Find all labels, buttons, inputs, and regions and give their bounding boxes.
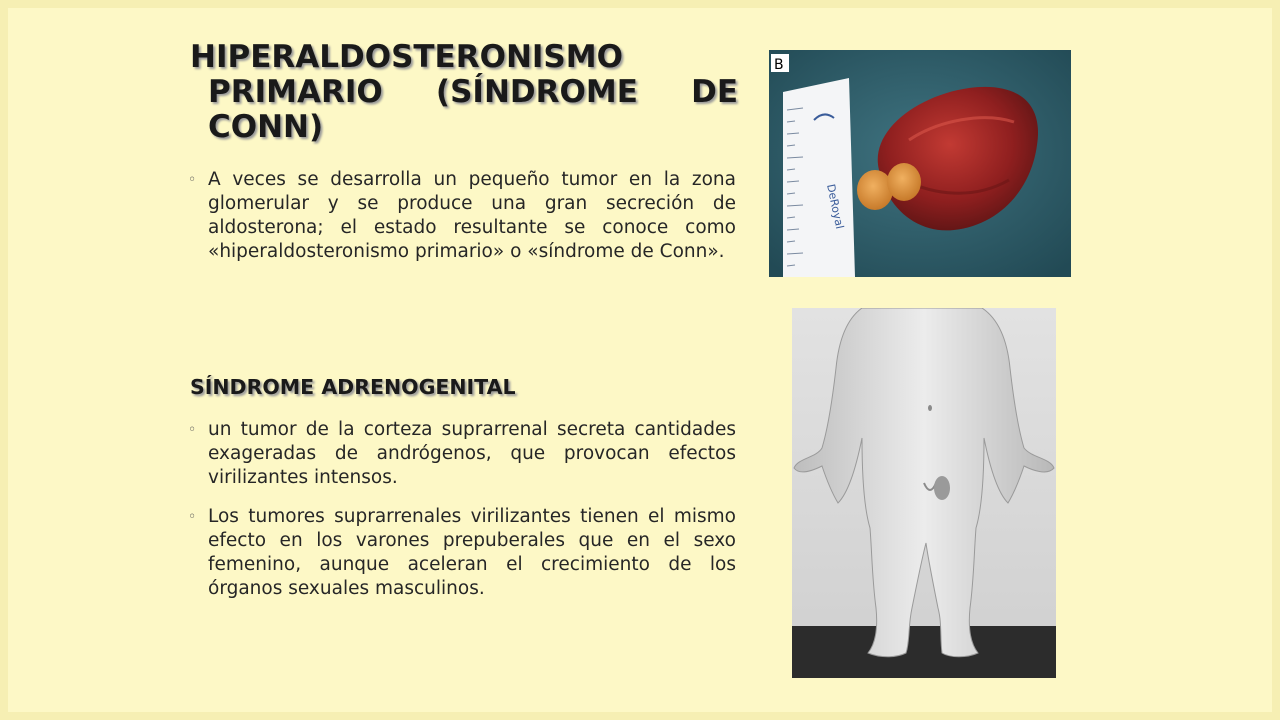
panel-label: B (774, 57, 784, 73)
paragraph-text: Los tumores suprarrenales virilizantes tienen el mismo efecto en los varones prepuberales que en el sexo femenino, aunque aceleran el crecimiento de los órganos sexuales masculinos. (208, 506, 736, 599)
bullet-icon: ◦ (188, 172, 197, 188)
tumor-nodule (857, 170, 893, 210)
adrenal-tumor-photo (769, 50, 1071, 277)
ruler-brand-label: DeRoyal (824, 182, 847, 231)
title-line-1: HIPERALDOSTERONISMO (190, 39, 623, 75)
title-line-3: CONN) (208, 109, 324, 145)
paragraph-text: un tumor de la corteza suprarrenal secreta cantidades exageradas de andrógenos, que provocan efectos virilizantes intensos. (208, 419, 736, 488)
child-figure-illustration (792, 308, 1056, 678)
title-line-2: PRIMARIO (SÍNDROME DE (208, 74, 738, 110)
section-title-adrenogenital: SÍNDROME ADRENOGENITAL (190, 375, 516, 399)
child-photo (792, 308, 1056, 678)
paragraph-conn (188, 168, 736, 264)
paragraph-adrenogenital-1 (188, 418, 736, 490)
paragraph-text: A veces se desarrolla un pequeño tumor en la zona glomerular y se produce una gran secreción de aldosterona; el estado resultante se conoce como «hiperaldosteronismo primario» o «síndrome de Conn». (208, 169, 736, 262)
ruler (783, 78, 855, 277)
adrenal-tumor-illustration (769, 50, 1071, 277)
bullet-icon: ◦ (188, 509, 197, 525)
bullet-icon: ◦ (188, 422, 197, 438)
tumor-nodule (887, 163, 921, 201)
section-title-hiperaldosteronismo (190, 40, 738, 145)
paragraph-adrenogenital-2 (188, 505, 736, 601)
